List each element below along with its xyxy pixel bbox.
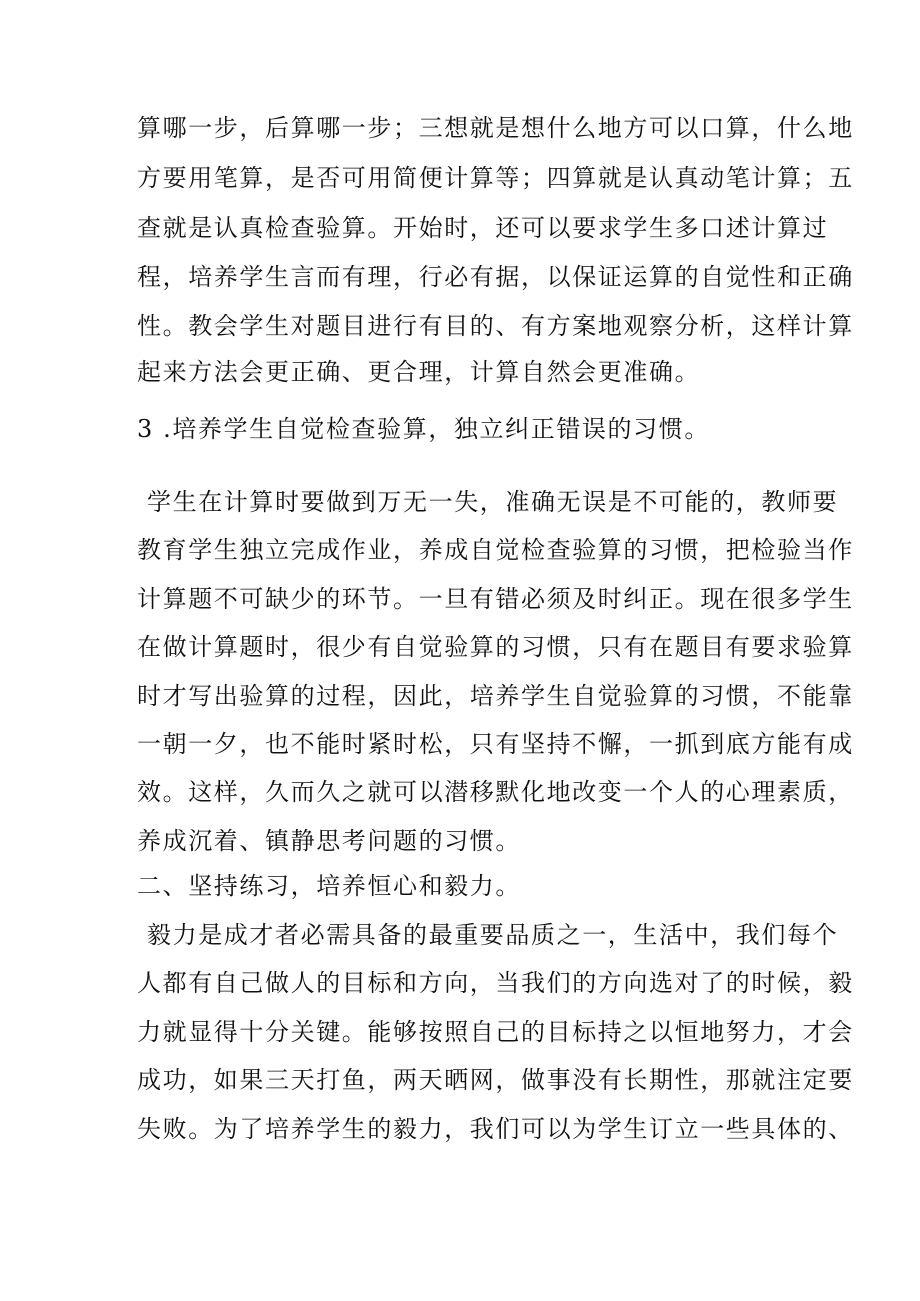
paragraph-line: 算哪一步，后算哪一步；三想就是想什么地方可以口算，什么地 <box>137 114 854 142</box>
paragraph-line: 力就显得十分关键。能够按照自己的目标持之以恒地努力，才会 <box>137 1018 854 1046</box>
paragraph-line: 毅力是成才者必需具备的最重要品质之一，生活中，我们每个 <box>147 921 839 949</box>
paragraph-line: 计算题不可缺少的环节。一旦有错必须及时纠正。现在很多学生 <box>137 585 854 613</box>
paragraph-line: 效。这样，久而久之就可以潜移默化地改变一个人的心理素质， <box>137 778 854 806</box>
paragraph-line: 失败。为了培养学生的毅力，我们可以为学生订立一些具体的、 <box>137 1115 854 1143</box>
paragraph-line: 方要用笔算，是否可用简便计算等；四算就是认真动笔计算；五 <box>137 164 854 192</box>
paragraph-line: 在做计算题时，很少有自觉验算的习惯，只有在题目有要求验算 <box>137 633 854 661</box>
paragraph-line: 起来方法会更正确、更合理，计算自然会更准确。 <box>137 358 701 386</box>
paragraph-line: 教育学生独立完成作业，养成自觉检查验算的习惯，把检验当作 <box>137 536 854 564</box>
paragraph-line: 养成沉着、镇静思考问题的习惯。 <box>137 827 521 855</box>
paragraph-line: 人都有自己做人的目标和方向，当我们的方向选对了的时候，毅 <box>137 969 854 997</box>
paragraph-line: 一朝一夕，也不能时紧时松，只有坚持不懈，一抓到底方能有成 <box>137 730 854 758</box>
section-heading: 二、坚持练习，培养恒心和毅力。 <box>137 872 521 900</box>
paragraph-line: 程，培养学生言而有理，行必有据，以保证运算的自觉性和正确 <box>137 263 854 291</box>
paragraph-line: 查就是认真检查验算。开始时，还可以要求学生多口述计算过 <box>137 214 829 242</box>
section-heading: 3 .培养学生自觉检查验算，独立纠正错误的习惯。 <box>137 415 710 443</box>
paragraph-line: 性。教会学生对题目进行有目的、有方案地观察分析，这样计算 <box>137 312 854 340</box>
paragraph-line: 时才写出验算的过程，因此，培养学生自觉验算的习惯，不能靠 <box>137 682 854 710</box>
paragraph-line: 学生在计算时要做到万无一失，准确无误是不可能的，教师要 <box>147 488 839 516</box>
paragraph-line: 成功，如果三天打鱼，两天晒网，做事没有长期性，那就注定要 <box>137 1066 854 1094</box>
